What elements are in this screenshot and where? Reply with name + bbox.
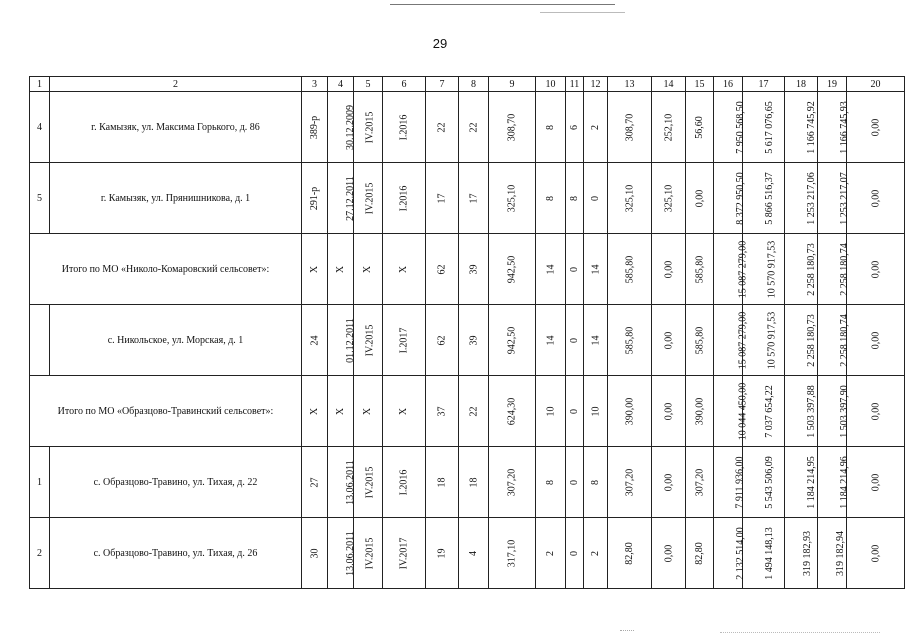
cell-value: Х xyxy=(334,407,346,415)
value-cell xyxy=(383,234,426,305)
value-cell xyxy=(489,92,536,163)
column-header: 12 xyxy=(584,77,608,92)
value-cell xyxy=(383,518,426,589)
cell-value: 24 xyxy=(309,335,320,345)
subtotal-row xyxy=(30,376,905,447)
data-table xyxy=(29,76,905,589)
cell-value: 624,30 xyxy=(506,397,518,425)
value-cell xyxy=(302,305,328,376)
column-header: 14 xyxy=(652,77,686,92)
cell-value: Х xyxy=(398,407,410,415)
value-cell xyxy=(743,305,785,376)
value-cell xyxy=(426,447,459,518)
cell-value: 8 xyxy=(569,195,580,201)
cell-value: 307,20 xyxy=(506,468,518,496)
cell-value: 389-р xyxy=(309,115,320,139)
value-cell xyxy=(584,163,608,234)
cell-value: IV.2015 xyxy=(364,324,376,356)
value-cell xyxy=(818,305,850,376)
cell-value: 942,50 xyxy=(506,255,518,283)
row-number: 4 xyxy=(30,92,50,163)
cell-value: 0,00 xyxy=(870,260,881,278)
value-cell xyxy=(354,305,383,376)
column-header: 3 xyxy=(302,77,328,92)
cell-value: 308,70 xyxy=(506,113,518,141)
value-cell xyxy=(328,305,354,376)
value-cell xyxy=(743,518,785,589)
column-header: 13 xyxy=(608,77,652,92)
cell-value: 0,00 xyxy=(663,260,674,278)
value-cell xyxy=(566,376,584,447)
table-row xyxy=(30,163,905,234)
value-cell xyxy=(489,447,536,518)
subtotal-label: Итого по МО «Николо-Комаровский сельсовет»: xyxy=(30,234,302,305)
value-cell xyxy=(459,92,489,163)
page-number: 29 xyxy=(432,36,448,51)
value-cell xyxy=(714,234,749,305)
value-cell xyxy=(536,163,566,234)
value-cell xyxy=(489,518,536,589)
value-cell xyxy=(686,163,714,234)
cell-value: 1 166 745,93 xyxy=(838,100,850,154)
column-header: 16 xyxy=(714,77,743,92)
value-cell xyxy=(328,163,354,234)
value-cell xyxy=(584,518,608,589)
cell-value: Х xyxy=(362,265,374,273)
cell-value: 27.12.2011 xyxy=(344,175,356,221)
cell-value: 10 xyxy=(590,406,601,416)
table-row xyxy=(30,305,905,376)
cell-value: 2 258 180,73 xyxy=(805,242,817,296)
cell-value: 0 xyxy=(569,408,580,414)
cell-value: 56,60 xyxy=(694,115,705,139)
cell-value: I.2016 xyxy=(398,185,410,211)
value-cell xyxy=(818,163,850,234)
cell-value: 14 xyxy=(590,264,601,274)
value-cell xyxy=(785,305,818,376)
cell-value: 82,80 xyxy=(694,541,705,565)
cell-value: 0,00 xyxy=(663,402,674,420)
cell-value: 37 xyxy=(436,406,448,416)
cell-value: Х xyxy=(308,265,320,273)
value-cell xyxy=(566,234,584,305)
value-cell xyxy=(328,518,354,589)
cell-value: 2 258 180,74 xyxy=(838,242,850,296)
cell-value: 10 570 917,53 xyxy=(766,240,778,298)
value-cell xyxy=(714,92,746,163)
value-cell xyxy=(426,163,459,234)
value-cell xyxy=(818,234,850,305)
cell-value: 18 xyxy=(436,477,448,487)
cell-value: 8 372 950,50 xyxy=(734,171,746,225)
value-cell xyxy=(743,92,785,163)
cell-value: 22 xyxy=(468,122,479,132)
cell-value: 22 xyxy=(436,122,448,132)
value-cell xyxy=(686,305,714,376)
top-rule xyxy=(390,4,615,5)
cell-value: 14 xyxy=(545,264,556,274)
cell-value: I.2016 xyxy=(398,114,410,140)
cell-value: 7 911 936,00 xyxy=(734,455,746,509)
value-cell xyxy=(302,163,328,234)
value-cell xyxy=(652,305,686,376)
cell-value: 39 xyxy=(468,264,479,274)
cell-value: 585,80 xyxy=(694,255,706,283)
cell-value: 13.06.2011 xyxy=(344,459,356,505)
cell-value: 319 182,93 xyxy=(802,530,813,576)
value-cell xyxy=(714,518,746,589)
cell-value: 0,00 xyxy=(663,544,674,562)
cell-value: 325,10 xyxy=(624,184,635,212)
value-cell xyxy=(743,447,785,518)
column-header: 11 xyxy=(566,77,584,92)
cell-value: 10 044 450,00 xyxy=(737,382,749,440)
value-cell xyxy=(426,234,459,305)
value-cell xyxy=(328,92,354,163)
value-cell xyxy=(459,305,489,376)
cell-value: 62 xyxy=(436,335,448,345)
value-cell xyxy=(714,305,749,376)
value-cell xyxy=(608,305,652,376)
cell-value: 325,10 xyxy=(663,184,674,212)
column-header: 20 xyxy=(847,77,905,92)
value-cell xyxy=(686,92,714,163)
cell-value: 1 503 397,88 xyxy=(805,384,817,438)
value-cell xyxy=(652,376,686,447)
cell-value: 8 xyxy=(545,479,556,485)
cell-value: 0,00 xyxy=(870,544,881,562)
cell-value: 325,10 xyxy=(506,184,518,212)
cell-value: 8 xyxy=(545,124,556,130)
cell-value: 2 132 514,00 xyxy=(734,526,746,580)
value-cell xyxy=(818,92,850,163)
cell-value: 01.12.2011 xyxy=(344,317,356,363)
cell-value: 0,00 xyxy=(870,473,881,491)
cell-value: 2 xyxy=(590,124,601,130)
scan-mark xyxy=(620,630,634,631)
cell-value: 0,00 xyxy=(663,473,674,491)
value-cell xyxy=(818,518,847,589)
value-cell xyxy=(536,376,566,447)
value-cell xyxy=(785,518,818,589)
value-cell xyxy=(743,163,785,234)
cell-value: I.2017 xyxy=(398,327,410,353)
cell-value: 4 xyxy=(468,550,479,556)
cell-value: 0 xyxy=(569,266,580,272)
cell-value: 17 xyxy=(468,193,479,203)
value-cell xyxy=(608,163,652,234)
cell-value: 5 866 516,37 xyxy=(763,171,775,225)
cell-value: 0 xyxy=(569,550,580,556)
address-cell: с. Образцово-Травино, ул. Тихая, д. 26 xyxy=(50,518,302,589)
value-cell xyxy=(302,234,328,305)
value-cell xyxy=(584,234,608,305)
cell-value: 62 xyxy=(436,264,448,274)
value-cell xyxy=(383,92,426,163)
value-cell xyxy=(608,92,652,163)
cell-value: 0,00 xyxy=(870,402,881,420)
address-cell: с. Образцово-Травино, ул. Тихая, д. 22 xyxy=(50,447,302,518)
value-cell xyxy=(743,376,785,447)
cell-value: 15 087 279,00 xyxy=(737,240,749,298)
value-cell xyxy=(302,92,328,163)
column-header: 10 xyxy=(536,77,566,92)
value-cell xyxy=(818,376,850,447)
cell-value: 5 543 506,09 xyxy=(763,455,775,509)
header-row xyxy=(30,77,905,92)
cell-value: 0,00 xyxy=(870,189,881,207)
value-cell xyxy=(652,234,686,305)
cell-value: 19 xyxy=(436,548,448,558)
cell-value: I.2016 xyxy=(398,469,410,495)
cell-value: 308,70 xyxy=(624,113,635,141)
value-cell xyxy=(302,376,328,447)
cell-value: Х xyxy=(334,265,346,273)
cell-value: 8 xyxy=(590,479,601,485)
cell-value: 13.06.2011 xyxy=(344,530,356,576)
value-cell xyxy=(652,92,686,163)
cell-value: Х xyxy=(398,265,410,273)
table-row xyxy=(30,92,905,163)
top-rule-faint xyxy=(540,12,625,13)
cell-value: 291-р xyxy=(309,186,320,210)
value-cell xyxy=(686,234,714,305)
value-cell xyxy=(328,447,354,518)
value-cell xyxy=(714,447,746,518)
column-header: 7 xyxy=(426,77,459,92)
value-cell xyxy=(743,234,785,305)
cell-value: Х xyxy=(308,407,320,415)
row-number xyxy=(30,305,50,376)
value-cell xyxy=(459,163,489,234)
value-cell xyxy=(426,376,459,447)
value-cell xyxy=(608,447,652,518)
value-cell xyxy=(459,447,489,518)
cell-value: 18 xyxy=(468,477,479,487)
cell-value: 1 253 217,07 xyxy=(838,171,850,225)
cell-value: 2 258 180,73 xyxy=(805,313,817,367)
cell-value: 7 950 568,50 xyxy=(734,100,746,154)
cell-value: 10 570 917,53 xyxy=(766,311,778,369)
value-cell xyxy=(686,518,714,589)
cell-value: 0,00 xyxy=(870,331,881,349)
cell-value: 307,20 xyxy=(694,468,706,496)
column-header: 4 xyxy=(328,77,354,92)
value-cell xyxy=(818,447,850,518)
column-header: 15 xyxy=(686,77,714,92)
row-number: 2 xyxy=(30,518,50,589)
value-cell xyxy=(566,163,584,234)
column-header: 1 xyxy=(30,77,50,92)
cell-value: 1 494 148,13 xyxy=(763,526,775,580)
cell-value: 585,80 xyxy=(624,326,635,354)
cell-value: 15 087 279,00 xyxy=(737,311,749,369)
value-cell xyxy=(608,376,652,447)
value-cell xyxy=(847,234,905,305)
address-cell: с. Никольское, ул. Морская, д. 1 xyxy=(50,305,302,376)
row-number: 1 xyxy=(30,447,50,518)
cell-value: 1 166 745,92 xyxy=(805,100,817,154)
column-header: 6 xyxy=(383,77,426,92)
value-cell xyxy=(584,305,608,376)
value-cell xyxy=(383,376,426,447)
value-cell xyxy=(536,305,566,376)
column-header: 2 xyxy=(50,77,302,92)
table-row xyxy=(30,447,905,518)
value-cell xyxy=(354,163,383,234)
value-cell xyxy=(785,376,818,447)
value-cell xyxy=(686,376,714,447)
scan-mark xyxy=(720,632,880,633)
subtotal-label: Итого по МО «Образцово-Травинский сельсовет»: xyxy=(30,376,302,447)
value-cell xyxy=(847,305,905,376)
column-header: 17 xyxy=(743,77,785,92)
cell-value: 585,80 xyxy=(694,326,706,354)
row-number: 5 xyxy=(30,163,50,234)
value-cell xyxy=(785,447,818,518)
value-cell xyxy=(714,376,749,447)
value-cell xyxy=(459,518,489,589)
value-cell xyxy=(459,234,489,305)
cell-value: 7 037 654,22 xyxy=(763,384,775,438)
value-cell xyxy=(536,518,566,589)
value-cell xyxy=(584,376,608,447)
cell-value: 2 258 180,74 xyxy=(838,313,850,367)
value-cell xyxy=(652,518,686,589)
cell-value: 1 184 214,95 xyxy=(805,455,817,509)
value-cell xyxy=(354,234,383,305)
cell-value: 2 xyxy=(590,550,601,556)
value-cell xyxy=(566,447,584,518)
cell-value: 27 xyxy=(309,477,320,487)
cell-value: 317,10 xyxy=(506,539,518,567)
cell-value: 30.12.2009 xyxy=(345,104,356,150)
cell-value: 0,00 xyxy=(663,331,674,349)
address-cell: г. Камызяк, ул. Максима Горького, д. 86 xyxy=(50,92,302,163)
cell-value: 14 xyxy=(590,335,601,345)
value-cell xyxy=(566,305,584,376)
value-cell xyxy=(489,163,536,234)
cell-value: 0,00 xyxy=(870,118,881,136)
value-cell xyxy=(652,447,686,518)
cell-value: 0 xyxy=(569,337,580,343)
cell-value: 39 xyxy=(468,335,479,345)
value-cell xyxy=(426,305,459,376)
value-cell xyxy=(847,92,905,163)
cell-value: 0,00 xyxy=(694,189,705,207)
value-cell xyxy=(354,518,383,589)
cell-value: IV.2015 xyxy=(364,111,376,143)
cell-value: Х xyxy=(362,407,374,415)
value-cell xyxy=(686,447,714,518)
value-cell xyxy=(536,447,566,518)
value-cell xyxy=(383,163,426,234)
value-cell xyxy=(302,518,328,589)
value-cell xyxy=(847,163,905,234)
value-cell xyxy=(847,376,905,447)
value-cell xyxy=(714,163,746,234)
value-cell xyxy=(536,92,566,163)
value-cell xyxy=(584,92,608,163)
value-cell xyxy=(785,234,818,305)
column-header: 8 xyxy=(459,77,489,92)
cell-value: 17 xyxy=(436,193,448,203)
cell-value: 14 xyxy=(545,335,556,345)
value-cell xyxy=(536,234,566,305)
cell-value: 1 503 397,90 xyxy=(838,384,850,438)
value-cell xyxy=(489,234,536,305)
cell-value: 0 xyxy=(569,479,580,485)
cell-value: 319 182,94 xyxy=(835,530,846,576)
value-cell xyxy=(459,376,489,447)
value-cell xyxy=(489,305,536,376)
cell-value: 82,80 xyxy=(624,541,635,565)
value-cell xyxy=(847,518,905,589)
cell-value: 942,50 xyxy=(506,326,518,354)
cell-value: 1 184 214,96 xyxy=(838,455,850,509)
cell-value: 2 xyxy=(545,550,556,556)
value-cell xyxy=(608,234,652,305)
cell-value: 8 xyxy=(545,195,556,201)
subtotal-row xyxy=(30,234,905,305)
cell-value: IV.2015 xyxy=(364,537,376,569)
cell-value: 1 253 217,06 xyxy=(805,171,817,225)
cell-value: 585,80 xyxy=(624,255,635,283)
value-cell xyxy=(785,92,818,163)
value-cell xyxy=(383,305,426,376)
value-cell xyxy=(652,163,686,234)
value-cell xyxy=(383,447,426,518)
cell-value: 6 xyxy=(569,124,580,130)
value-cell xyxy=(354,92,383,163)
column-header: 18 xyxy=(785,77,818,92)
value-cell xyxy=(566,92,584,163)
value-cell xyxy=(328,234,354,305)
value-cell xyxy=(847,447,905,518)
cell-value: 10 xyxy=(545,406,556,416)
value-cell xyxy=(566,518,584,589)
value-cell xyxy=(354,376,383,447)
column-header: 9 xyxy=(489,77,536,92)
cell-value: 30 xyxy=(309,548,320,558)
value-cell xyxy=(608,518,652,589)
value-cell xyxy=(785,163,818,234)
cell-value: 0 xyxy=(590,195,601,201)
column-header: 5 xyxy=(354,77,383,92)
cell-value: IV.2017 xyxy=(398,537,410,569)
cell-value: 22 xyxy=(468,406,479,416)
cell-value: 5 617 076,65 xyxy=(763,100,775,154)
value-cell xyxy=(354,447,383,518)
value-cell xyxy=(426,92,459,163)
cell-value: 307,20 xyxy=(624,468,635,496)
value-cell xyxy=(584,447,608,518)
cell-value: IV.2015 xyxy=(364,466,376,498)
table-row xyxy=(30,518,905,589)
cell-value: IV.2015 xyxy=(364,182,376,214)
column-header: 19 xyxy=(818,77,847,92)
value-cell xyxy=(489,376,536,447)
cell-value: 390,00 xyxy=(694,397,706,425)
value-cell xyxy=(302,447,328,518)
cell-value: 252,10 xyxy=(663,113,674,141)
cell-value: 390,00 xyxy=(624,397,635,425)
value-cell xyxy=(426,518,459,589)
address-cell: г. Камызяк, ул. Прянишникова, д. 1 xyxy=(50,163,302,234)
value-cell xyxy=(328,376,354,447)
